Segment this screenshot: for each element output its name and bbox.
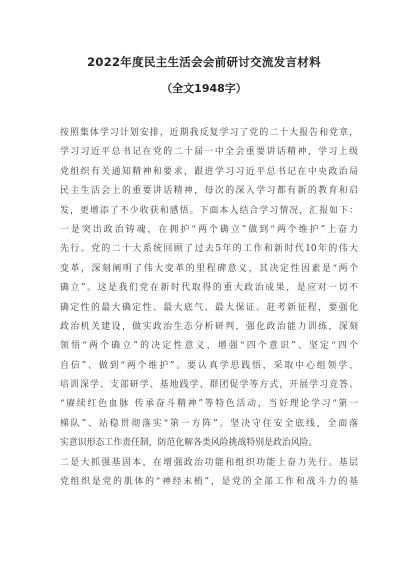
body-line: 领悟“两个确立”的决定性意义，增强“四个意识”、坚定“四个 (60, 341, 358, 352)
body-line: 先行。党的二十大系统回顾了过去5年的工作和新时代10年的伟大 (60, 244, 358, 255)
body-line: 按照集体学习计划安排，近期我反复学习了党的二十大报告和党章， (60, 128, 358, 138)
body-line: 学习习近平总书记在党的二十届一中全会重要讲话精神，学习上级 (60, 147, 358, 158)
body-line: 党组织有关通知精神和要求，跟进学习习近平总书记在中央政治局 (60, 166, 358, 177)
body-line: 党组织是党的肌体的“神经末梢”，是党的全部工作和战斗力的基 (60, 477, 358, 488)
body-line: 实意识形态工作责任制，防范化解各类风险挑战特别是政治风险。 (60, 438, 318, 449)
body-line: 变革，深刻阐明了伟大变革的里程碑意义，其决定性因素是“两个 (60, 263, 358, 274)
document-body (60, 124, 358, 492)
body-line: 确定性的最大确定性、最大底气、最大保证。赶考新征程，要强化 (60, 302, 358, 313)
body-line: 梯队”、站稳贯彻落实“第一方阵”。坚决守住安全底线，全面落 (60, 418, 358, 429)
body-line: 自信”、做到“两个维护”。要认真学思践悟，采取中心组领学、 (60, 360, 358, 371)
body-line: 确立”。这是我们党在新时代取得的重大政治成果，是应对一切不 (60, 283, 358, 294)
body-line: 政治机关建设，做实政治生态分析研判，强化政治能力训练，深刻 (60, 321, 358, 332)
document-title: 2022年度民主生活会会前研讨交流发言材料 (87, 55, 321, 69)
body-line: 民主生活会上的重要讲话精神，每次的深入学习都有新的教育和启 (60, 186, 358, 197)
body-line: “赓续红色血脉 传承奋斗精神”等特色活动，当好理论学习“第一 (60, 399, 358, 410)
body-line: 二是大抓强基固本，在增强政治功能和组织功能上奋力先行。基层 (60, 457, 358, 468)
body-line: 培训深学、支部研学、基地践学、群团促学等方式，开展学习竞答、 (60, 380, 358, 391)
body-line: 发，更增添了不少收获和感悟。下面本人结合学习情况，汇报如下： (60, 205, 358, 216)
document-subtitle: （全文1948字） (161, 82, 247, 95)
body-line: 一是突出政治铸魂，在拥护“两个确立”做到“两个维护”上奋力 (60, 224, 358, 235)
